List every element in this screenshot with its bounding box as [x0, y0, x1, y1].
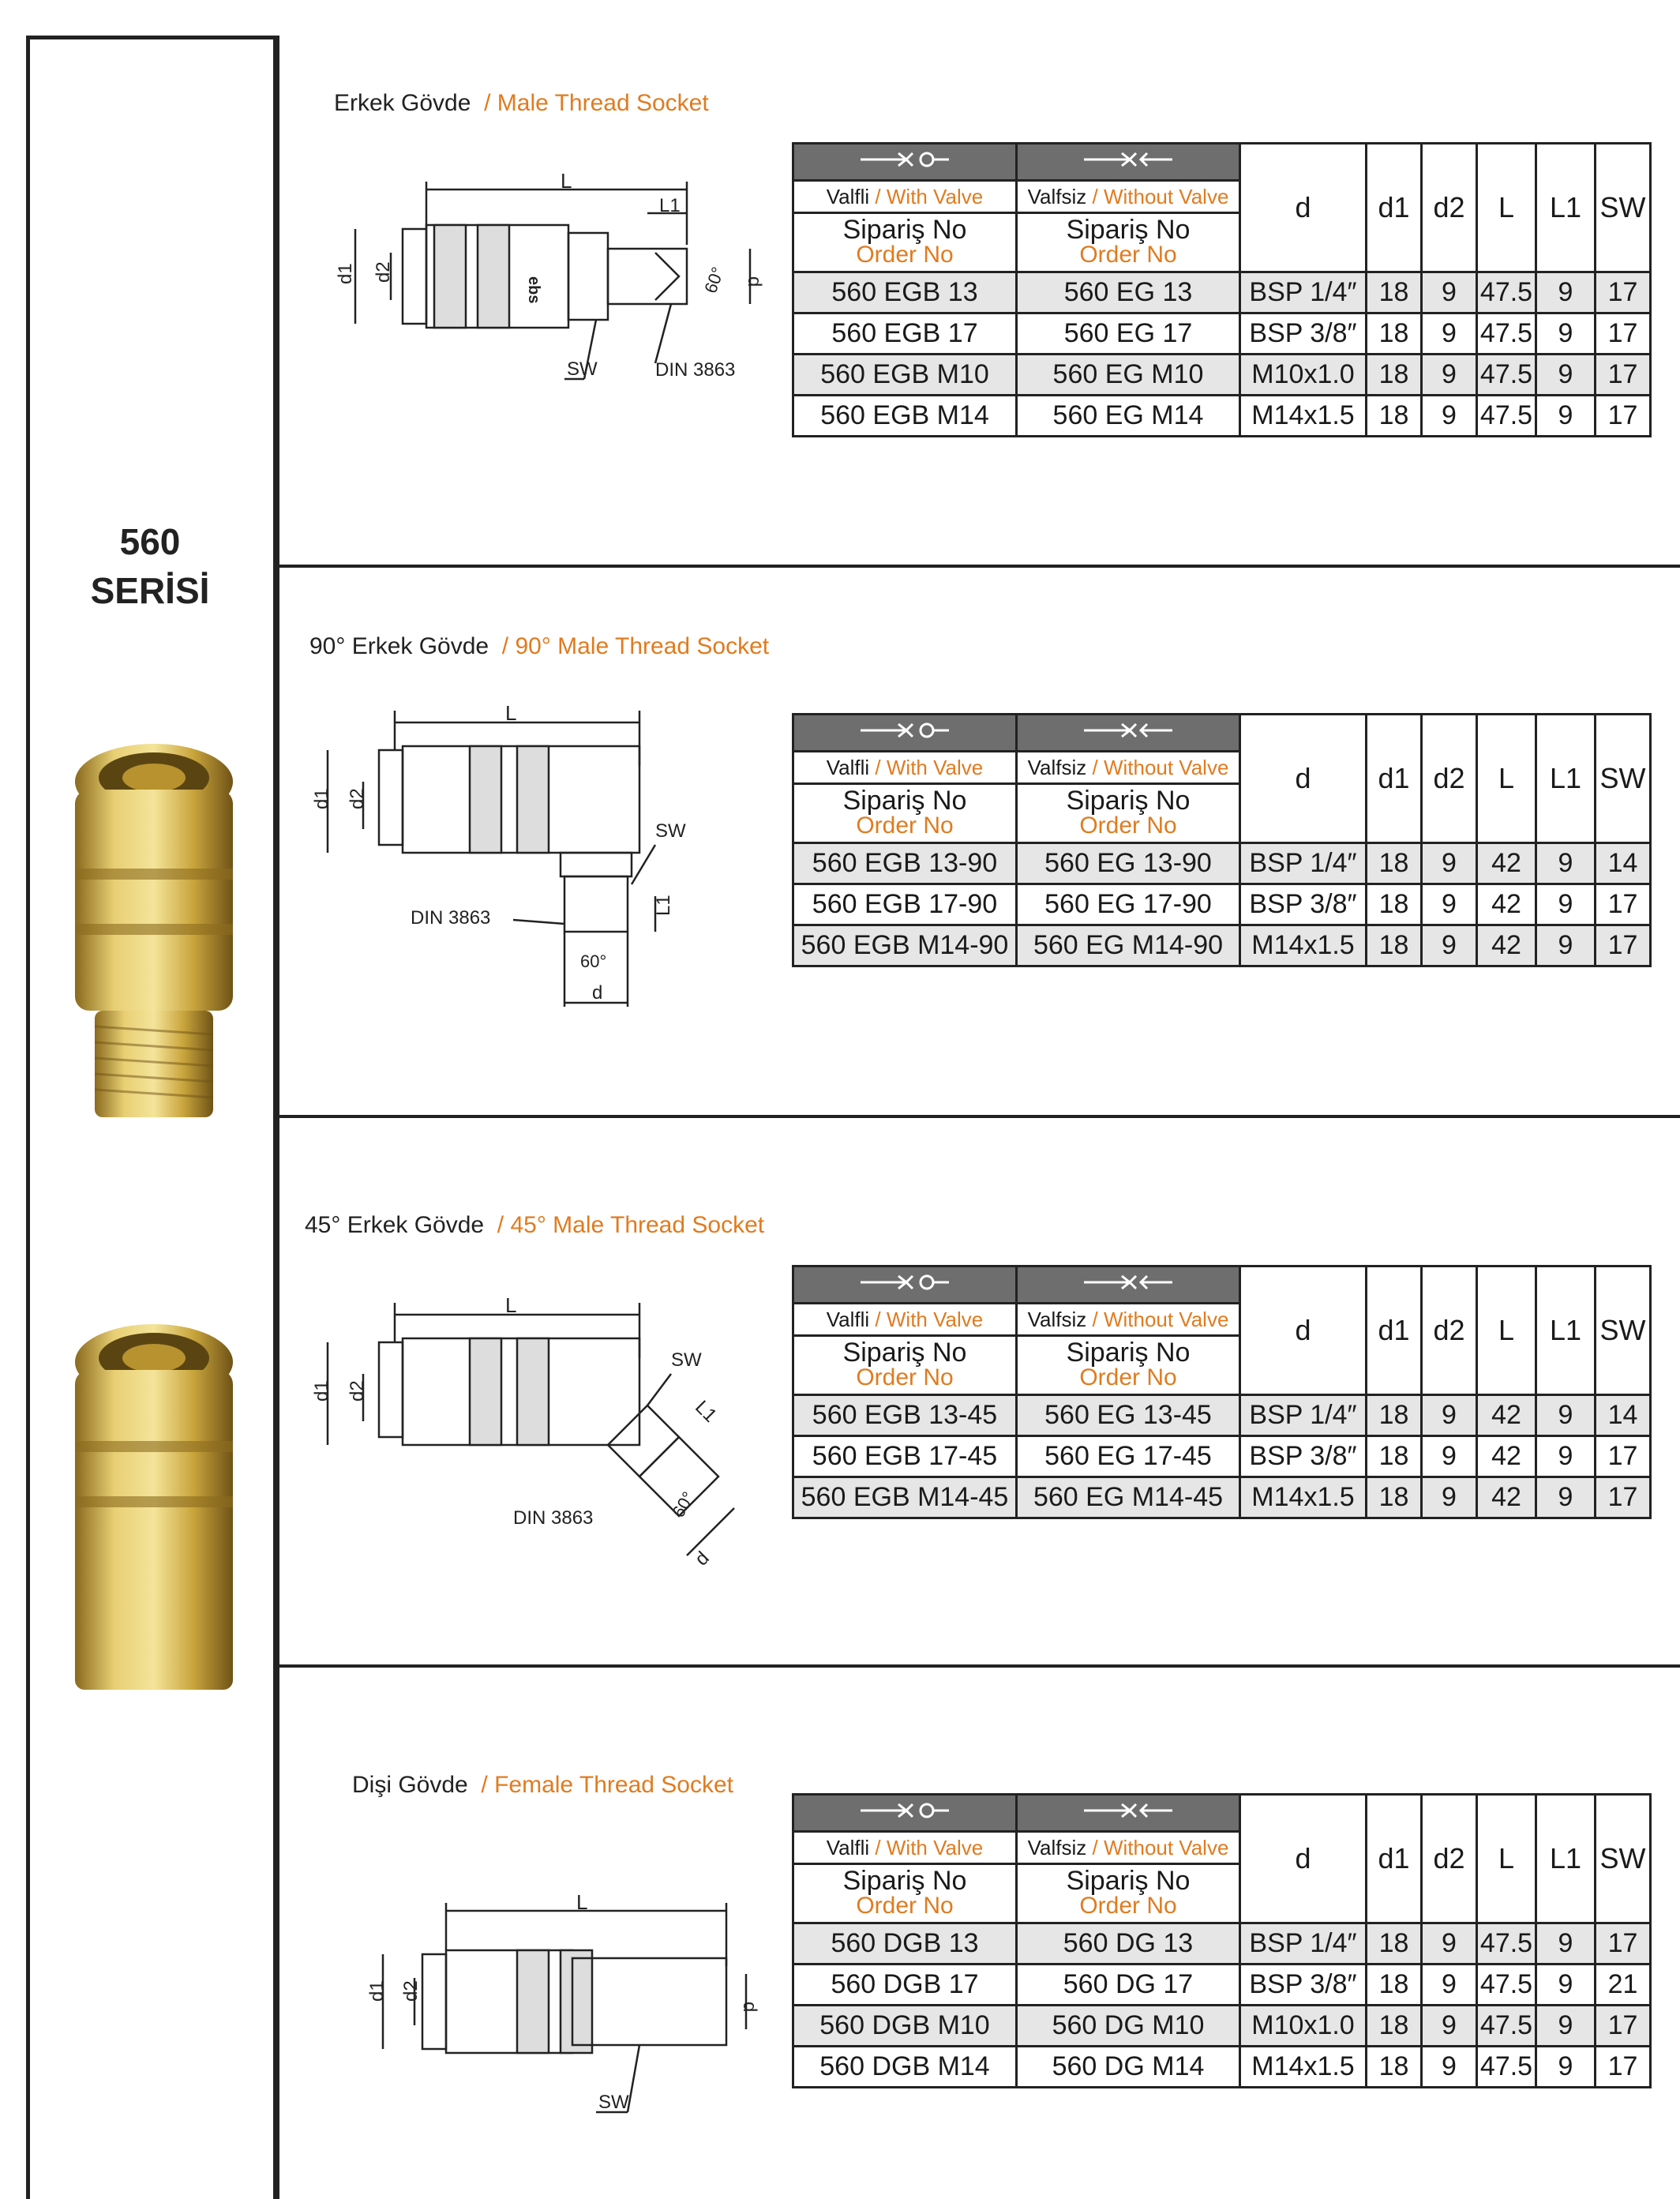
- section-divider: [279, 1664, 1680, 1668]
- table-cell: 42: [1477, 1395, 1536, 1436]
- header-icon-row: [793, 144, 1651, 181]
- table-cell: 17: [1596, 1477, 1651, 1518]
- table-cell: 560 EGB 13: [793, 272, 1017, 313]
- table-cell: 9: [1536, 2006, 1596, 2047]
- open-coupling-icon: [1081, 1271, 1176, 1293]
- table-cell: 42: [1477, 843, 1536, 884]
- table-cell: 560 EG 13: [1017, 272, 1240, 313]
- table-cell: 17: [1596, 925, 1651, 966]
- dim-label-d: d: [739, 2002, 760, 2013]
- dim-label-L: L: [505, 1293, 517, 1317]
- col-header-d: d: [1240, 715, 1367, 843]
- col-header-L: L: [1477, 715, 1536, 843]
- table-cell: 560 DGB 13: [793, 1923, 1017, 1964]
- table-cell: 9: [1536, 2047, 1596, 2088]
- table-cell: 560 DGB M14: [793, 2047, 1017, 2088]
- table-cell: 560 EGB M14-45: [793, 1477, 1017, 1518]
- table-cell: 9: [1422, 843, 1477, 884]
- dim-label-d1: d1: [311, 788, 332, 809]
- table-cell: 18: [1367, 2047, 1422, 2088]
- table-cell: 42: [1477, 1477, 1536, 1518]
- dim-label-d: d: [744, 276, 765, 287]
- col-header-d1: d1: [1367, 715, 1422, 843]
- table-cell: 560 EG M14-90: [1017, 925, 1240, 966]
- order-no-header: Sipariş No Order No: [793, 784, 1017, 843]
- valved-header-icon: [793, 1795, 1017, 1832]
- header-icon-row: [793, 1266, 1651, 1304]
- table-cell: 9: [1422, 2006, 1477, 2047]
- table-row: [793, 843, 1651, 884]
- table-cell: 17: [1596, 2006, 1651, 2047]
- table-cell: 560 DGB M10: [793, 2006, 1017, 2047]
- col-header-d2: d2: [1422, 715, 1477, 843]
- table-cell: 9: [1536, 355, 1596, 396]
- table-cell: 9: [1422, 1436, 1477, 1477]
- table-cell: 560 EGB 17: [793, 313, 1017, 355]
- table-cell: 560 DGB 17: [793, 1964, 1017, 2006]
- table-row: [793, 1477, 1651, 1518]
- col-header-d: d: [1240, 144, 1367, 272]
- valveless-header-icon: [1017, 715, 1240, 752]
- table-cell: 9: [1536, 884, 1596, 925]
- table-row: [793, 1923, 1651, 1964]
- dim-label-din: DIN 3863: [513, 1507, 594, 1529]
- table-cell: 47.5: [1477, 272, 1536, 313]
- table-cell: 9: [1536, 1436, 1596, 1477]
- table-cell: 9: [1422, 1477, 1477, 1518]
- table-cell: 18: [1367, 1436, 1422, 1477]
- order-no-header: Sipariş No Order No: [793, 213, 1017, 272]
- table-cell: 9: [1536, 1395, 1596, 1436]
- valve-coupling-icon: [857, 719, 952, 741]
- valved-header-icon: [793, 715, 1017, 752]
- table-cell: 9: [1422, 355, 1477, 396]
- table-cell: 18: [1367, 884, 1422, 925]
- table-cell: 47.5: [1477, 355, 1536, 396]
- col-header-d2: d2: [1422, 1795, 1477, 1923]
- col-header-SW: SW: [1596, 1266, 1651, 1395]
- table-cell: 18: [1367, 2006, 1422, 2047]
- table-cell: 17: [1596, 1923, 1651, 1964]
- order-no-header: Sipariş No Order No: [1017, 784, 1240, 843]
- valve-coupling-icon: [857, 148, 952, 171]
- table-cell: 14: [1596, 1395, 1651, 1436]
- col-header-d1: d1: [1367, 1795, 1422, 1923]
- dim-label-d: d: [592, 982, 603, 1004]
- valveless-label: Valfsiz / Without Valve: [1017, 752, 1240, 784]
- table-cell: 42: [1477, 884, 1536, 925]
- col-header-d: d: [1240, 1266, 1367, 1395]
- dim-label-din: DIN 3863: [655, 359, 736, 381]
- valve-coupling-icon: [857, 1799, 952, 1822]
- table-cell: 9: [1422, 272, 1477, 313]
- table-cell: BSP 3/8″: [1240, 884, 1367, 925]
- table-cell: 18: [1367, 313, 1422, 355]
- open-coupling-icon: [1081, 148, 1176, 171]
- col-header-L1: L1: [1536, 1795, 1596, 1923]
- order-no-header: Sipariş No Order No: [793, 1864, 1017, 1923]
- table-cell: 18: [1367, 272, 1422, 313]
- dim-label-SW: SW: [598, 2092, 629, 2113]
- table-cell: 9: [1422, 1923, 1477, 1964]
- dim-label-SW: SW: [655, 820, 686, 842]
- col-header-d1: d1: [1367, 1266, 1422, 1395]
- table-cell: 560 EGB M14-90: [793, 925, 1017, 966]
- dim-label-L1: L1: [659, 195, 681, 216]
- valved-header-icon: [793, 144, 1017, 181]
- table-cell: 560 EGB 17-45: [793, 1436, 1017, 1477]
- dim-label-L: L: [576, 1890, 588, 1914]
- table-row: [793, 1964, 1651, 2006]
- table-cell: M14x1.5: [1240, 925, 1367, 966]
- table-cell: M14x1.5: [1240, 1477, 1367, 1518]
- dim-label-d1: d1: [311, 1380, 332, 1402]
- table-cell: BSP 3/8″: [1240, 1964, 1367, 2006]
- section-title-45: 45° Erkek Gövde / 45° Male Thread Socket: [305, 1212, 765, 1238]
- table-cell: 9: [1536, 1964, 1596, 2006]
- valveless-header-icon: [1017, 144, 1240, 181]
- col-header-SW: SW: [1596, 144, 1651, 272]
- table-cell: 42: [1477, 925, 1536, 966]
- table-cell: 9: [1536, 272, 1596, 313]
- dim-label-L1: L1: [691, 1396, 722, 1427]
- table-cell: M14x1.5: [1240, 396, 1367, 437]
- table-cell: 560 EGB 13-90: [793, 843, 1017, 884]
- table-cell: 9: [1536, 843, 1596, 884]
- series-name: SERİSİ: [90, 570, 210, 611]
- table-cell: 560 EGB M14: [793, 396, 1017, 437]
- dim-label-d2: d2: [347, 1380, 368, 1402]
- table-cell: 17: [1596, 272, 1651, 313]
- table-cell: 17: [1596, 355, 1651, 396]
- valveless-label: Valfsiz / Without Valve: [1017, 1832, 1240, 1864]
- table-cell: 560 EG M14: [1017, 396, 1240, 437]
- table-cell: 47.5: [1477, 1923, 1536, 1964]
- section-title-90: 90° Erkek Gövde / 90° Male Thread Socket: [309, 633, 770, 659]
- table-cell: 560 EG M14-45: [1017, 1477, 1240, 1518]
- table-cell: 9: [1536, 396, 1596, 437]
- spec-table: [792, 142, 1652, 437]
- table-row: [793, 2006, 1651, 2047]
- table-cell: 9: [1422, 1395, 1477, 1436]
- valved-label: Valfli / With Valve: [793, 752, 1017, 784]
- valveless-header-icon: [1017, 1795, 1240, 1832]
- dim-label-L: L: [561, 169, 572, 193]
- table-cell: 560 EG 17-45: [1017, 1436, 1240, 1477]
- table-cell: 560 EGB 17-90: [793, 884, 1017, 925]
- order-no-header: Sipariş No Order No: [1017, 1336, 1240, 1395]
- table-cell: 560 DG M10: [1017, 2006, 1240, 2047]
- header-icon-row: [793, 1795, 1651, 1832]
- table-cell: 18: [1367, 355, 1422, 396]
- dim-label-d: d: [691, 1547, 714, 1570]
- col-header-L1: L1: [1536, 144, 1596, 272]
- table-cell: BSP 1/4″: [1240, 1395, 1367, 1436]
- dim-label-angle: 60°: [700, 264, 729, 296]
- table-cell: 560 EG 13-45: [1017, 1395, 1240, 1436]
- table-cell: 17: [1596, 396, 1651, 437]
- drawing-45: [308, 1295, 750, 1587]
- dim-label-L1: L1: [653, 895, 674, 916]
- dim-label-L: L: [505, 701, 517, 725]
- table-cell: 9: [1422, 925, 1477, 966]
- table-cell: 560 EG M10: [1017, 355, 1240, 396]
- table-row: [793, 1395, 1651, 1436]
- section-title-female: Dişi Gövde / Female Thread Socket: [352, 1772, 734, 1798]
- table-cell: BSP 3/8″: [1240, 313, 1367, 355]
- valveless-header-icon: [1017, 1266, 1240, 1304]
- spec-table: [792, 713, 1652, 967]
- table-cell: 9: [1422, 1964, 1477, 2006]
- section-title-male: Erkek Gövde / Male Thread Socket: [334, 90, 709, 116]
- table-cell: 47.5: [1477, 1964, 1536, 2006]
- table-cell: 18: [1367, 1964, 1422, 2006]
- col-header-L1: L1: [1536, 1266, 1596, 1395]
- table-cell: M10x1.0: [1240, 355, 1367, 396]
- table-row: [793, 313, 1651, 355]
- table-cell: 560 EG 17: [1017, 313, 1240, 355]
- spec-table: [792, 1265, 1652, 1519]
- table-cell: M10x1.0: [1240, 2006, 1367, 2047]
- order-no-header: Sipariş No Order No: [1017, 1864, 1240, 1923]
- table-cell: 18: [1367, 1395, 1422, 1436]
- spec-table: [792, 1793, 1652, 2088]
- table-row: [793, 2047, 1651, 2088]
- table-cell: 47.5: [1477, 313, 1536, 355]
- table-cell: 47.5: [1477, 396, 1536, 437]
- table-cell: BSP 1/4″: [1240, 272, 1367, 313]
- col-header-L: L: [1477, 1795, 1536, 1923]
- col-header-SW: SW: [1596, 715, 1651, 843]
- table-cell: BSP 1/4″: [1240, 1923, 1367, 1964]
- product-photo-male: [63, 734, 245, 1129]
- table-cell: 9: [1422, 396, 1477, 437]
- table-row: [793, 925, 1651, 966]
- dim-label-d2: d2: [400, 1980, 422, 2002]
- col-header-L1: L1: [1536, 715, 1596, 843]
- section-divider: [279, 565, 1680, 568]
- table-row: [793, 355, 1651, 396]
- table-cell: 14: [1596, 843, 1651, 884]
- valved-label: Valfli / With Valve: [793, 1304, 1017, 1336]
- dim-label-d2: d2: [347, 788, 368, 809]
- col-header-L: L: [1477, 1266, 1536, 1395]
- dim-label-SW: SW: [567, 358, 598, 380]
- series-label: [47, 517, 253, 615]
- dim-label-angle: 60°: [580, 951, 607, 971]
- table-cell: 560 EGB 13-45: [793, 1395, 1017, 1436]
- table-cell: 9: [1536, 925, 1596, 966]
- table-cell: 21: [1596, 1964, 1651, 2006]
- series-number: 560: [119, 521, 181, 562]
- table-cell: BSP 3/8″: [1240, 1436, 1367, 1477]
- order-no-header: Sipariş No Order No: [1017, 213, 1240, 272]
- table-cell: 42: [1477, 1436, 1536, 1477]
- valved-header-icon: [793, 1266, 1017, 1304]
- table-row: [793, 1436, 1651, 1477]
- table-cell: 17: [1596, 884, 1651, 925]
- col-header-d2: d2: [1422, 1266, 1477, 1395]
- table-cell: 9: [1536, 313, 1596, 355]
- table-cell: 18: [1367, 925, 1422, 966]
- table-cell: 560 EGB M10: [793, 355, 1017, 396]
- col-header-d2: d2: [1422, 144, 1477, 272]
- table-cell: 9: [1536, 1923, 1596, 1964]
- table-cell: 17: [1596, 1436, 1651, 1477]
- section-divider: [279, 1115, 1680, 1118]
- drawing-90: [308, 703, 703, 1011]
- table-cell: 9: [1422, 2047, 1477, 2088]
- table-cell: 560 EG 13-90: [1017, 843, 1240, 884]
- table-cell: 9: [1422, 884, 1477, 925]
- dim-label-d1: d1: [366, 1980, 388, 2002]
- valve-coupling-icon: [857, 1271, 952, 1293]
- drawing-male: [324, 169, 766, 395]
- table-cell: 560 EG 17-90: [1017, 884, 1240, 925]
- product-photo-female: [63, 1315, 245, 1709]
- table-row: [793, 272, 1651, 313]
- dim-label-d2: d2: [373, 261, 394, 283]
- valveless-label: Valfsiz / Without Valve: [1017, 181, 1240, 213]
- valved-label: Valfli / With Valve: [793, 181, 1017, 213]
- col-header-d: d: [1240, 1795, 1367, 1923]
- dim-label-din: DIN 3863: [411, 907, 491, 929]
- table-row: [793, 884, 1651, 925]
- table-cell: BSP 1/4″: [1240, 843, 1367, 884]
- table-cell: 47.5: [1477, 2006, 1536, 2047]
- col-header-L: L: [1477, 144, 1536, 272]
- open-coupling-icon: [1081, 1799, 1176, 1822]
- table-cell: 18: [1367, 396, 1422, 437]
- table-cell: 9: [1422, 313, 1477, 355]
- brand-mark: ebs: [525, 276, 542, 304]
- table-row: [793, 396, 1651, 437]
- drawing-female: [347, 1890, 760, 2124]
- valveless-label: Valfsiz / Without Valve: [1017, 1304, 1240, 1336]
- col-header-SW: SW: [1596, 1795, 1651, 1923]
- table-cell: 17: [1596, 2047, 1651, 2088]
- table-cell: 18: [1367, 1477, 1422, 1518]
- table-cell: 17: [1596, 313, 1651, 355]
- table-cell: 560 DG 17: [1017, 1964, 1240, 2006]
- table-cell: 560 DG 13: [1017, 1923, 1240, 1964]
- table-cell: 560 DG M14: [1017, 2047, 1240, 2088]
- dim-label-SW: SW: [671, 1349, 702, 1371]
- table-cell: 18: [1367, 1923, 1422, 1964]
- valved-label: Valfli / With Valve: [793, 1832, 1017, 1864]
- dim-label-angle: 60°: [668, 1488, 699, 1522]
- open-coupling-icon: [1081, 719, 1176, 741]
- header-icon-row: [793, 715, 1651, 752]
- table-cell: 9: [1536, 1477, 1596, 1518]
- col-header-d1: d1: [1367, 144, 1422, 272]
- table-cell: 18: [1367, 843, 1422, 884]
- table-cell: 47.5: [1477, 2047, 1536, 2088]
- order-no-header: Sipariş No Order No: [793, 1336, 1017, 1395]
- dim-label-d1: d1: [335, 263, 356, 284]
- table-cell: M14x1.5: [1240, 2047, 1367, 2088]
